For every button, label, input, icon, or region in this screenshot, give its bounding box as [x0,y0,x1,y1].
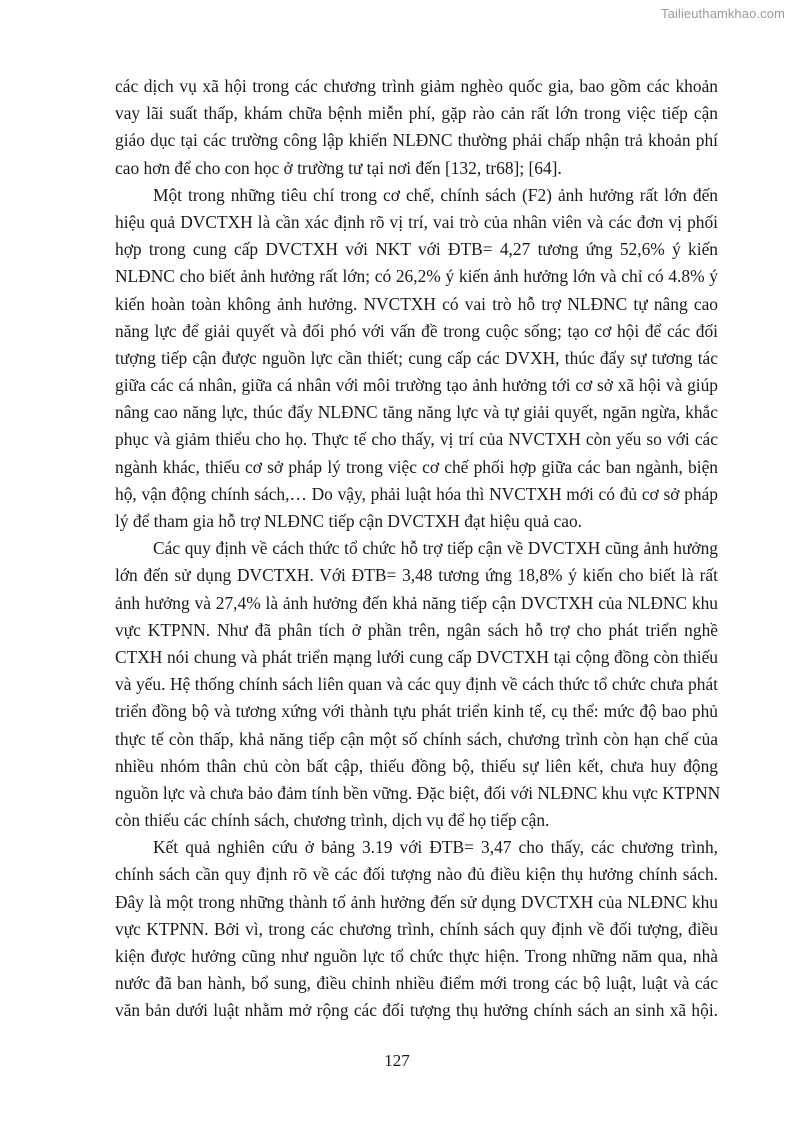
text-line: Các quy định về cách thức tổ chức hỗ trợ tiếp cận về DVCTXH cũng ảnh hưởng [153,538,718,559]
text-line: phục và giảm thiểu cho họ. Thực tế cho thấy, vị trí của NVCTXH còn yếu so với các [115,429,718,450]
page-number: 127 [384,1051,410,1070]
text-line: nâng cao năng lực, thúc đẩy NLĐNC tăng năng lực và tự giải quyết, ngăn ngừa, khắc [115,402,718,423]
text-line: thực tế còn thấp, khả năng tiếp cận một số chính sách, chương trình còn hạn chế của [115,728,718,749]
paragraph-2 [115,182,718,535]
text-line: ngành khác, thiếu cơ sở pháp lý trong việc cơ chế phối hợp giữa các ban ngành, biện [115,456,718,477]
text-line: giữa các cá nhân, giữa cá nhân với môi trường tạo ảnh hưởng tới cơ sở xã hội và giúp [115,375,718,396]
text-line: CTXH nói chung và phát triển mạng lưới cung cấp DVCTXH tại cộng đồng còn thiếu [115,646,718,667]
text-line: nguồn lực và chưa bảo đảm tính bền vững. Đặc biệt, đối với NLĐNC khu vực KTPNN [115,782,721,803]
text-line: lớn đến sử dụng DVCTXH. Với ĐTB= 3,48 tương ứng 18,8% ý kiến cho biết là rất [115,565,718,586]
text-line: vay lãi suất thấp, khám chữa bệnh miễn phí, gặp rào cản rất lớn trong việc tiếp cận [115,103,718,124]
text-line: ảnh hưởng và 27,4% là ảnh hưởng đến khả năng tiếp cận DVCTXH của NLĐNC khu [115,592,718,613]
text-line: giáo dục tại các trường công lập khiến NLĐNC thường phải chấp nhận trả khoản phí [115,130,718,151]
text-line: Kết quả nghiên cứu ở bảng 3.19 với ĐTB= 3,47 cho thấy, các chương trình, [153,837,718,858]
text-line: hợp trong cung cấp DVCTXH với NKT với ĐTB= 4,27 tương ứng 52,6% ý kiến [115,239,718,260]
text-line: các dịch vụ xã hội trong các chương trình giảm nghèo quốc gia, bao gồm các khoản [115,76,718,96]
paragraph-4 [115,834,718,1024]
text-line: cao hơn để cho con học ở trường tư tại nơi đến [132, tr68]; [64]. [115,157,562,178]
document-body [115,73,721,1025]
text-line: và yếu. Hệ thống chính sách liên quan và các quy định về cách thức tổ chức chưa phát [115,674,718,695]
text-line: NLĐNC cho biết ảnh hưởng rất lớn; có 26,2% ý kiến ảnh hưởng lớn và chỉ có 4.8% ý [115,266,718,287]
text-line: kiến hoàn toàn không ảnh hưởng. NVCTXH có vai trò hỗ trợ NLĐNC tự nâng cao [115,293,718,314]
text-line: kiện được hưởng cũng như nguồn lực tổ chức thực hiện. Trong những năm qua, nhà [115,946,718,966]
text-line: vực KTPNN. Như đã phân tích ở phần trên, ngân sách hỗ trợ cho phát triển nghề [115,619,718,640]
text-line: hộ, vận động chính sách,… Do vậy, phải luật hóa thì NVCTXH mới có đủ cơ sở pháp [115,483,718,504]
text-line: lý để tham gia hỗ trợ NLĐNC tiếp cận DVCTXH đạt hiệu quả cao. [115,511,583,531]
text-line: Đây là một trong những thành tố ảnh hưởng đến sử dụng DVCTXH của NLĐNC khu [115,891,718,912]
text-line: chính sách cần quy định rõ về các đối tượng nào đủ điều kiện thụ hưởng chính sách. [115,864,718,885]
text-line: nhiều nhóm thân chủ còn bất cập, thiếu đồng bộ, thiếu sự liên kết, chưa huy động [115,755,718,776]
paragraph-1 [115,73,718,182]
text-line: Một trong những tiêu chí trong cơ chế, chính sách (F2) ảnh hưởng rất lớn đến [153,184,718,205]
text-line: văn bản dưới luật nhằm mở rộng các đối tượng thụ hưởng chính sách an sinh xã hội. [115,1000,718,1021]
watermark: Tailieuthamkhao.com [660,6,785,21]
text-line: tượng tiếp cận được nguồn lực cần thiết; cung cấp các DVXH, thúc đẩy sự tương tác [115,347,718,368]
text-line: còn thiếu các chính sách, chương trình, dịch vụ để họ tiếp cận. [115,810,550,831]
text-line: hiệu quả DVCTXH là cần xác định rõ vị trí, vai trò của nhân viên và các đơn vị phối [115,211,718,232]
text-line: vực KTPNN. Bởi vì, trong các chương trình, chính sách quy định về đối tượng, điều [115,918,718,939]
text-line: năng lực để giải quyết và đối phó với vấn đề trong cuộc sống; tạo cơ hội để các đối [115,320,718,341]
text-line: triển đồng bộ và tương xứng với thành tựu phát triển kinh tế, cụ thể: mức độ bao phủ [115,701,718,722]
paragraph-3 [115,535,721,834]
text-line: nước đã ban hành, bổ sung, điều chỉnh nhiều điểm mới trong các bộ luật, luật và các [115,973,718,994]
